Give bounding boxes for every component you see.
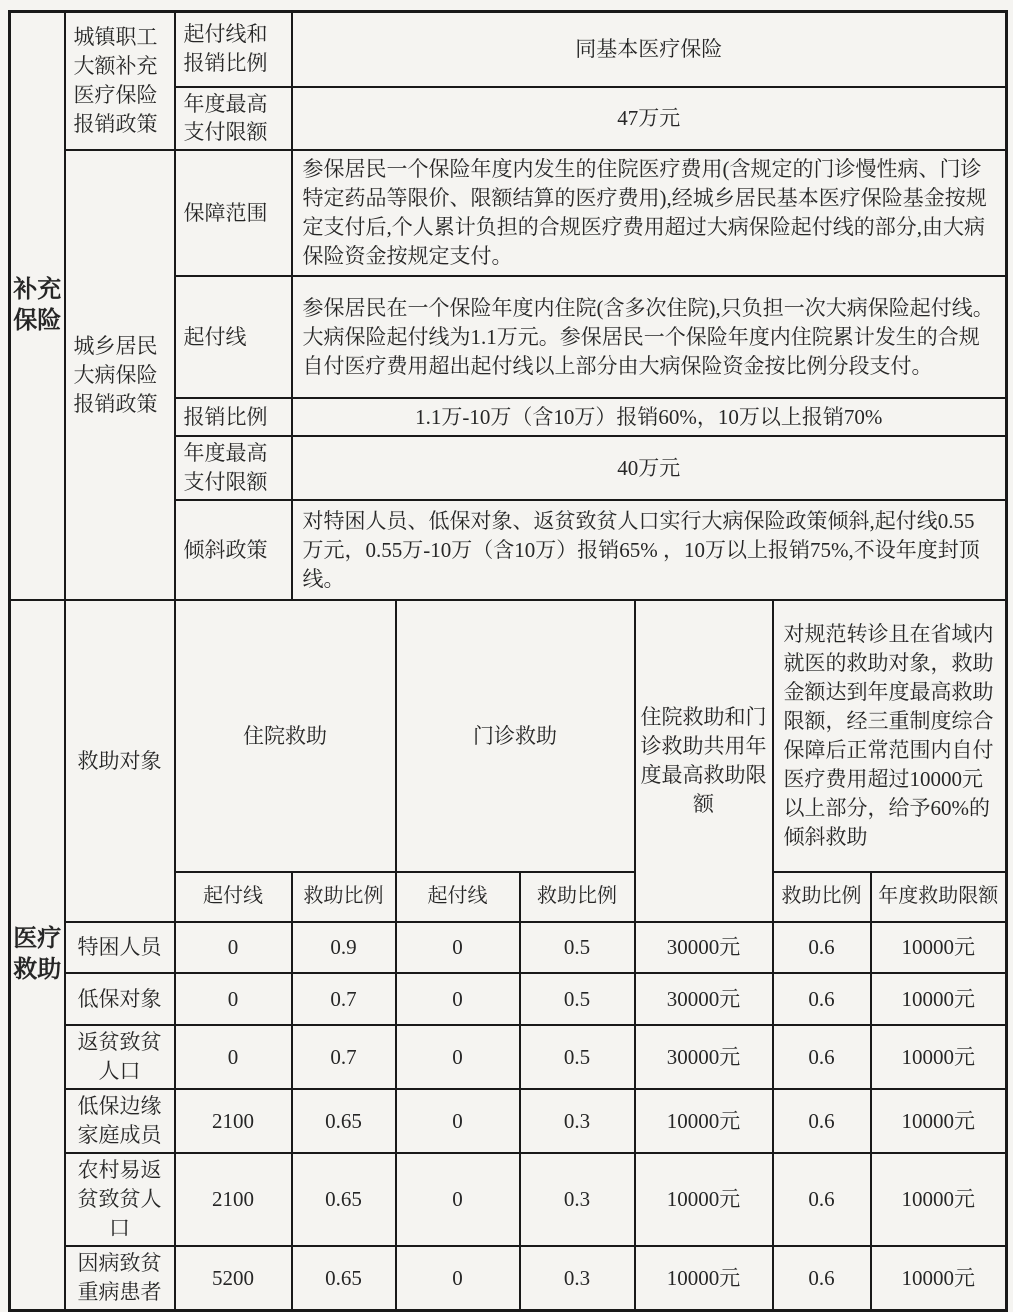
subheader-tilt-ratio: 救助比例 [773,872,871,922]
group-label-urban-employee-policy: 城镇职工大额补充医疗保险报销政策 [65,12,175,151]
subheader-outpatient-ratio: 救助比例 [520,872,635,922]
row-name: 因病致贫重病患者 [65,1246,175,1310]
value-deductible: 参保居民在一个保险年度内住院(含多次住院),只负担一次大病保险起付线。大病保险起付线为1.1万元。参保居民一个保险年度内住院累计发生的合规自付医疗费用超出起付线以上部分由大病保险资金按比例分段支付。 [292,276,1007,398]
subheader-outpatient-deductible: 起付线 [396,872,520,922]
table-row: 因病致贫重病患者 5200 0.65 0 0.3 10000元 0.6 10000元 [10,1246,1007,1310]
section-label-supplementary-insurance: 补充保险 [10,12,65,601]
table-row: 返贫致贫人口 0 0.7 0 0.5 30000元 0.6 10000元 [10,1025,1007,1089]
header-hospitalization-assistance: 住院救助 [175,600,396,872]
row-name: 农村易返贫致贫人口 [65,1153,175,1246]
value-annual-max-payment: 47万元 [292,87,1007,151]
header-outpatient-assistance: 门诊救助 [396,600,635,872]
row-label-annual-max-payment: 年度最高支付限额 [175,87,292,151]
group-label-resident-major-illness-policy: 城乡居民大病保险报销政策 [65,150,175,600]
row-label-coverage-scope: 保障范围 [175,150,292,276]
row-name: 低保对象 [65,973,175,1025]
value-deductible-and-ratio: 同基本医疗保险 [292,12,1007,87]
row-label-annual-max-payment-resident: 年度最高支付限额 [175,436,292,500]
row-name: 返贫致贫人口 [65,1025,175,1089]
table-row: 低保对象 0 0.7 0 0.5 30000元 0.6 10000元 [10,973,1007,1025]
row-label-deductible-and-ratio: 起付线和报销比例 [175,12,292,87]
header-tilt-assistance-note: 对规范转诊且在省域内就医的救助对象，救助金额达到年度最高救助限额，经三重制度综合保障后正常范围内自付医疗费用超过10000元以上部分，给予60%的倾斜救助 [773,600,1007,872]
value-annual-max-payment-resident: 40万元 [292,436,1007,500]
subheader-annual-assistance-cap: 年度救助限额 [871,872,1007,922]
value-tilt-policy: 对特困人员、低保对象、返贫致贫人口实行大病保险政策倾斜,起付线0.55万元，0.55万-10万（含10万）报销65% ，10万以上报销75%,不设年度封顶线。 [292,500,1007,600]
header-assistance-target: 救助对象 [65,600,175,922]
row-label-tilt-policy: 倾斜政策 [175,500,292,600]
insurance-policy-table [8,10,1008,1312]
value-reimbursement-ratio: 1.1万-10万（含10万）报销60%，10万以上报销70% [292,398,1007,436]
header-shared-annual-cap: 住院救助和门诊救助共用年度最高救助限额 [635,600,773,922]
subheader-hospital-deductible: 起付线 [175,872,292,922]
row-name: 低保边缘家庭成员 [65,1089,175,1153]
row-label-reimbursement-ratio: 报销比例 [175,398,292,436]
row-name: 特困人员 [65,922,175,973]
table-row: 特困人员 0 0.9 0 0.5 30000元 0.6 10000元 [10,922,1007,973]
subheader-hospital-ratio: 救助比例 [292,872,396,922]
table-row: 低保边缘家庭成员 2100 0.65 0 0.3 10000元 0.6 10000元 [10,1089,1007,1153]
value-coverage-scope: 参保居民一个保险年度内发生的住院医疗费用(含规定的门诊慢性病、门诊特定药品等限价、限额结算的医疗费用),经城乡居民基本医疗保险基金按规定支付后,个人累计负担的合规医疗费用超过大病保险起付线的部分,由大病保险资金按规定支付。 [292,150,1007,276]
row-label-deductible: 起付线 [175,276,292,398]
section-label-medical-assistance: 医疗救助 [10,600,65,1310]
table-row: 农村易返贫致贫人口 2100 0.65 0 0.3 10000元 0.6 10000元 [10,1153,1007,1246]
